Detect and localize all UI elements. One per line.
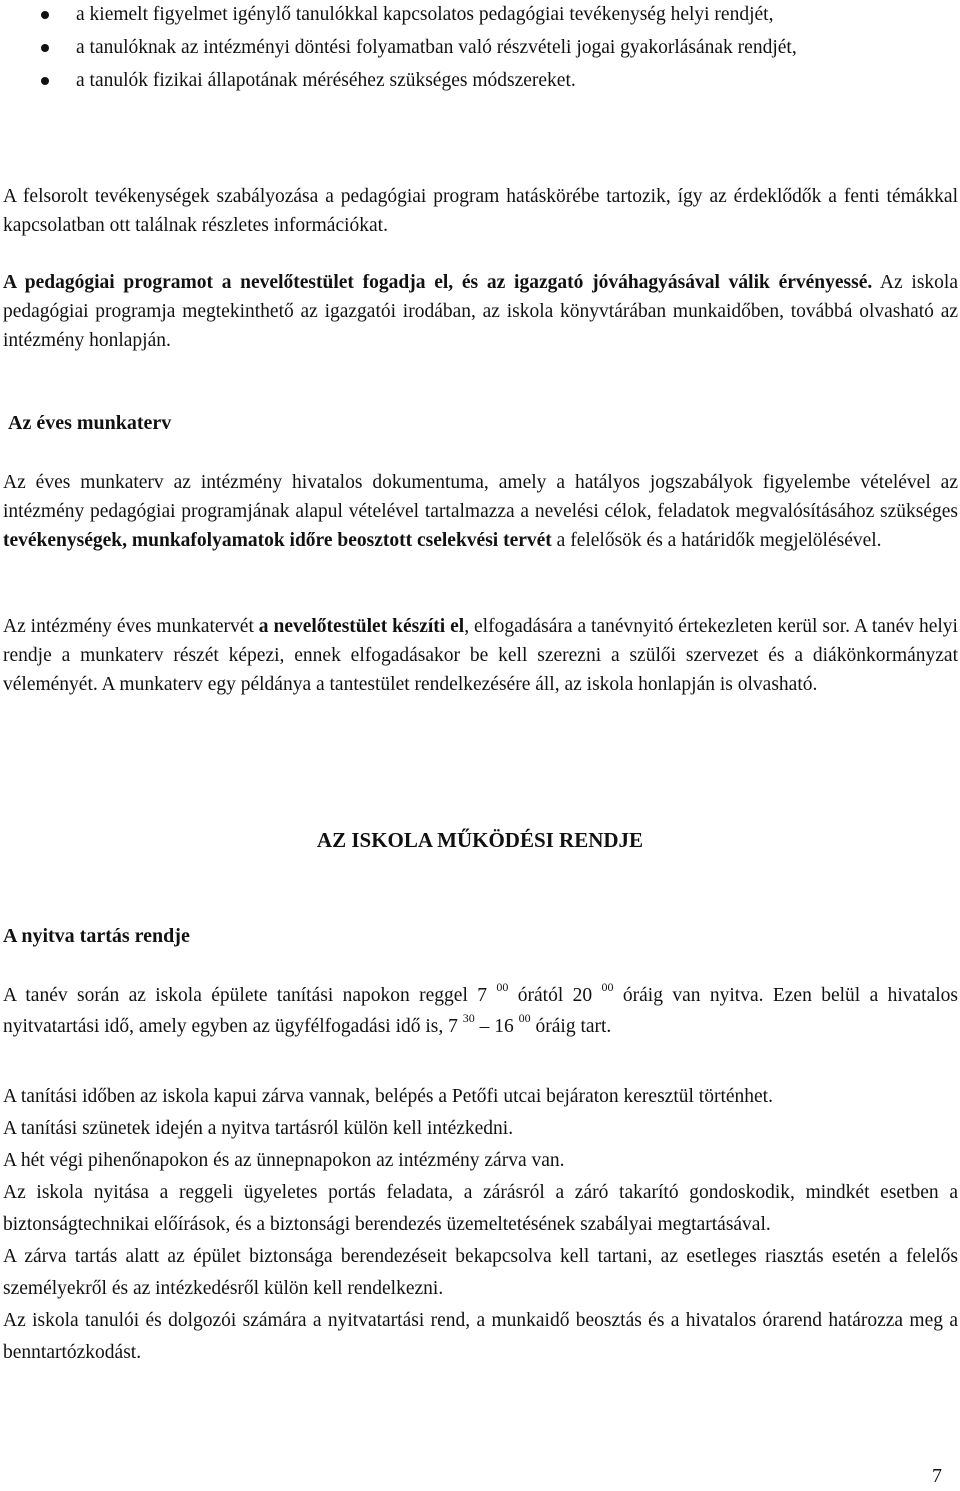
heading-eves-munkaterv: Az éves munkaterv	[8, 412, 172, 434]
section-title: AZ ISKOLA MŰKÖDÉSI RENDJE	[316, 828, 644, 852]
bullet-icon	[41, 11, 49, 19]
page-number: 7	[932, 1465, 942, 1487]
bullet-text: a tanulók fizikai állapotának méréséhez szükséges módszereket.	[76, 70, 576, 91]
paragraph-munkaterv-1	[3, 468, 958, 555]
time-superscript: 00	[496, 980, 509, 994]
paragraph-text: , elfogadására a tanévnyitó értekezleten kerül sor. A tanév helyi rendje a munkaterv részét képezi, ennek elfogadásakor be kell szerezni a szülői szervezet és a diákönkormányzat véleményét. A munkaterv egy példánya a tantestület rendelkezésére áll, az iskola honlapján is olvasható.	[3, 616, 958, 695]
rule-line: Az iskola nyitása a reggeli ügyeletes portás feladata, a zárásról a záró takarító gondoskodik, mindkét esetben a biztonságtechnikai előírások, és a biztonsági berendezés üzemeltetésének szabályai megtartásával.	[3, 1182, 958, 1235]
bullet-icon	[41, 44, 49, 52]
bullet-list-block	[3, 0, 958, 95]
paragraph-felsorolt: A felsorolt tevékenységek szabályozása a pedagógiai program hatáskörébe tartozik, így az érdeklődők a fenti témákkal kapcsolatban ott találnak részletes információkat.	[3, 186, 958, 236]
bold-text: tevékenységek, munkafolyamatok időre beosztott cselekvési tervét	[3, 530, 552, 551]
bullet-icon	[41, 77, 49, 85]
time-superscript: 00	[518, 1011, 531, 1025]
time-superscript: 30	[462, 1011, 475, 1025]
paragraph-nyitva-tartas	[3, 980, 958, 1042]
paragraph-text: Az iskola pedagógiai programja megtekinthető az igazgatói irodában, az iskola könyvtárában munkaidőben, továbbá olvasható az intézmény honlapján.	[3, 272, 958, 351]
paragraph-text: A tanév során az iskola épülete tanítási napokon reggel 7	[3, 985, 497, 1006]
paragraph-text: Az intézmény éves munkatervét	[3, 616, 259, 637]
bullet-list	[3, 0, 958, 95]
rule-line: A zárva tartás alatt az épület biztonsága berendezéseit bekapcsolva kell tartani, az esetleges riasztás esetén a felelős személyekről és az intézkedésről külön kell rendelkezni.	[3, 1246, 958, 1299]
time-superscript: 00	[601, 980, 614, 994]
paragraph-text: óráig tart.	[530, 1016, 612, 1037]
rule-line: A hét végi pihenőnapokon és az ünnepnapokon az intézmény zárva van.	[3, 1150, 565, 1171]
heading-nyitva-tartas: A nyitva tartás rendje	[3, 925, 190, 947]
bullet-text: a kiemelt figyelmet igénylő tanulókkal kapcsolatos pedagógiai tevékenység helyi rendjét,	[76, 4, 774, 25]
paragraph-pedagogiai-program	[3, 268, 958, 355]
rule-line: A tanítási szünetek idején a nyitva tartásról külön kell intézkedni.	[3, 1118, 514, 1139]
bullet-text: a tanulóknak az intézményi döntési folyamatban való részvételi jogai gyakorlásának rendjét,	[76, 37, 797, 58]
bullet-item	[3, 66, 958, 95]
rule-line: A tanítási időben az iskola kapui zárva vannak, belépés a Petőfi utcai bejáraton keresztül történhet.	[3, 1086, 773, 1107]
paragraph-text: óráig van nyitva. Ezen belül a hivatalos nyitvatartási idő, amely egyben az ügyfélfogadási idő is, 7	[3, 985, 959, 1037]
rule-line: Az iskola tanulói és dolgozói számára a nyitvatartási rend, a munkaidő beosztás és a hivatalos órarend határozza meg a benntartózkodást.	[3, 1310, 958, 1363]
bullet-item	[3, 33, 958, 62]
paragraph-text: Az éves munkaterv az intézmény hivatalos dokumentuma, amely a hatályos jogszabályok figyelembe vételével az intézmény pedagógiai programjának alapul vételével tartalmazza a nevelési célok, feladatok megvalósításához szükséges	[3, 472, 958, 522]
paragraph-text: – 16	[474, 1016, 519, 1037]
paragraph-munkaterv-2	[3, 612, 958, 699]
rules-lines	[3, 1081, 958, 1369]
paragraph-text: a felelősök és a határidők megjelölésével.	[551, 530, 882, 551]
bullet-item	[3, 0, 958, 29]
bold-text: a nevelőtestület készíti el	[258, 616, 465, 637]
bold-text: A pedagógiai programot a nevelőtestület fogadja el, és az igazgató jóváhagyásával válik érvényessé.	[3, 272, 873, 293]
paragraph-text: órától 20	[508, 985, 602, 1006]
